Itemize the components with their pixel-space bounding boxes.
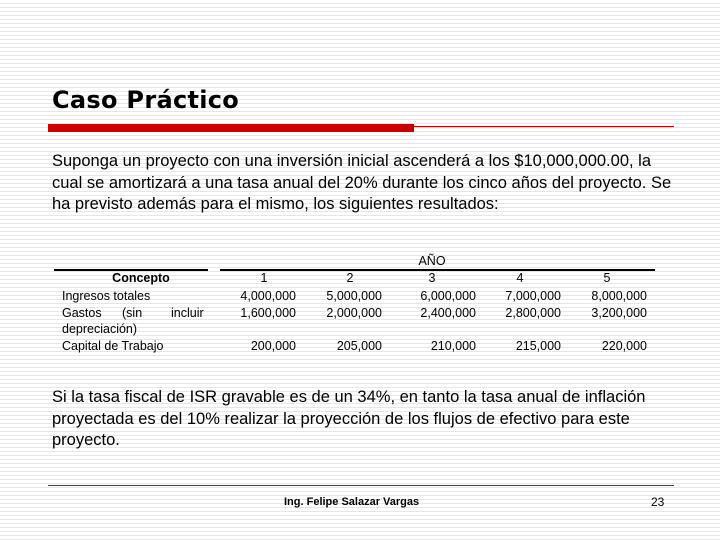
cell-capital-3: 210,000 bbox=[430, 339, 476, 353]
cell-gastos-5: 3,200,000 bbox=[591, 306, 647, 320]
cell-ingresos-2: 5,000,000 bbox=[326, 289, 382, 303]
concept-header: Concepto bbox=[112, 271, 170, 285]
year-header-1: 1 bbox=[260, 271, 268, 285]
row-label-gastos-word2: (sin bbox=[122, 306, 143, 320]
year-header-3: 3 bbox=[428, 271, 436, 285]
page-number: 23 bbox=[651, 495, 665, 509]
cell-capital-5: 220,000 bbox=[601, 339, 647, 353]
cell-ingresos-4: 7,000,000 bbox=[505, 289, 561, 303]
row-label-capital: Capital de Trabajo bbox=[62, 339, 164, 353]
intro-paragraph: Suponga un proyecto con una inversión inicial ascenderá a los $10,000,000.00, la cual se amortizará a una tasa anual del 20% durante los cinco años del proyecto. Se ha previsto además para el mismo, los siguientes resultados: bbox=[52, 152, 672, 213]
cell-gastos-3: 2,400,000 bbox=[420, 306, 476, 320]
row-label-gastos-word4: depreciación) bbox=[62, 322, 138, 336]
footer-author: Ing. Felipe Salazar Vargas bbox=[284, 496, 420, 508]
cell-ingresos-5: 8,000,000 bbox=[591, 289, 647, 303]
cell-ingresos-1: 4,000,000 bbox=[240, 289, 296, 303]
row-label-gastos-word1: Gastos bbox=[62, 306, 102, 320]
cell-capital-1: 200,000 bbox=[250, 339, 296, 353]
cell-gastos-1: 1,600,000 bbox=[240, 306, 296, 320]
cell-capital-2: 205,000 bbox=[336, 339, 382, 353]
slide-title: Caso Práctico bbox=[52, 86, 240, 114]
row-label-ingresos: Ingresos totales bbox=[62, 289, 151, 303]
closing-paragraph: Si la tasa fiscal de ISR gravable es de un 34%, en tanto la tasa anual de inflación proyectada es del 10% realizar la proyección de los flujos de efectivo para este proyecto. bbox=[52, 388, 646, 449]
year-header-2: 2 bbox=[346, 271, 354, 285]
cell-capital-4: 215,000 bbox=[515, 339, 561, 353]
year-group-header: AÑO bbox=[418, 254, 446, 268]
year-header-5: 5 bbox=[603, 271, 611, 285]
cell-gastos-2: 2,000,000 bbox=[326, 306, 382, 320]
cell-ingresos-3: 6,000,000 bbox=[420, 289, 476, 303]
footer-line bbox=[48, 485, 674, 486]
cell-gastos-4: 2,800,000 bbox=[505, 306, 561, 320]
year-header-4: 4 bbox=[516, 271, 524, 285]
row-label-gastos-word3: incluir bbox=[171, 306, 204, 320]
